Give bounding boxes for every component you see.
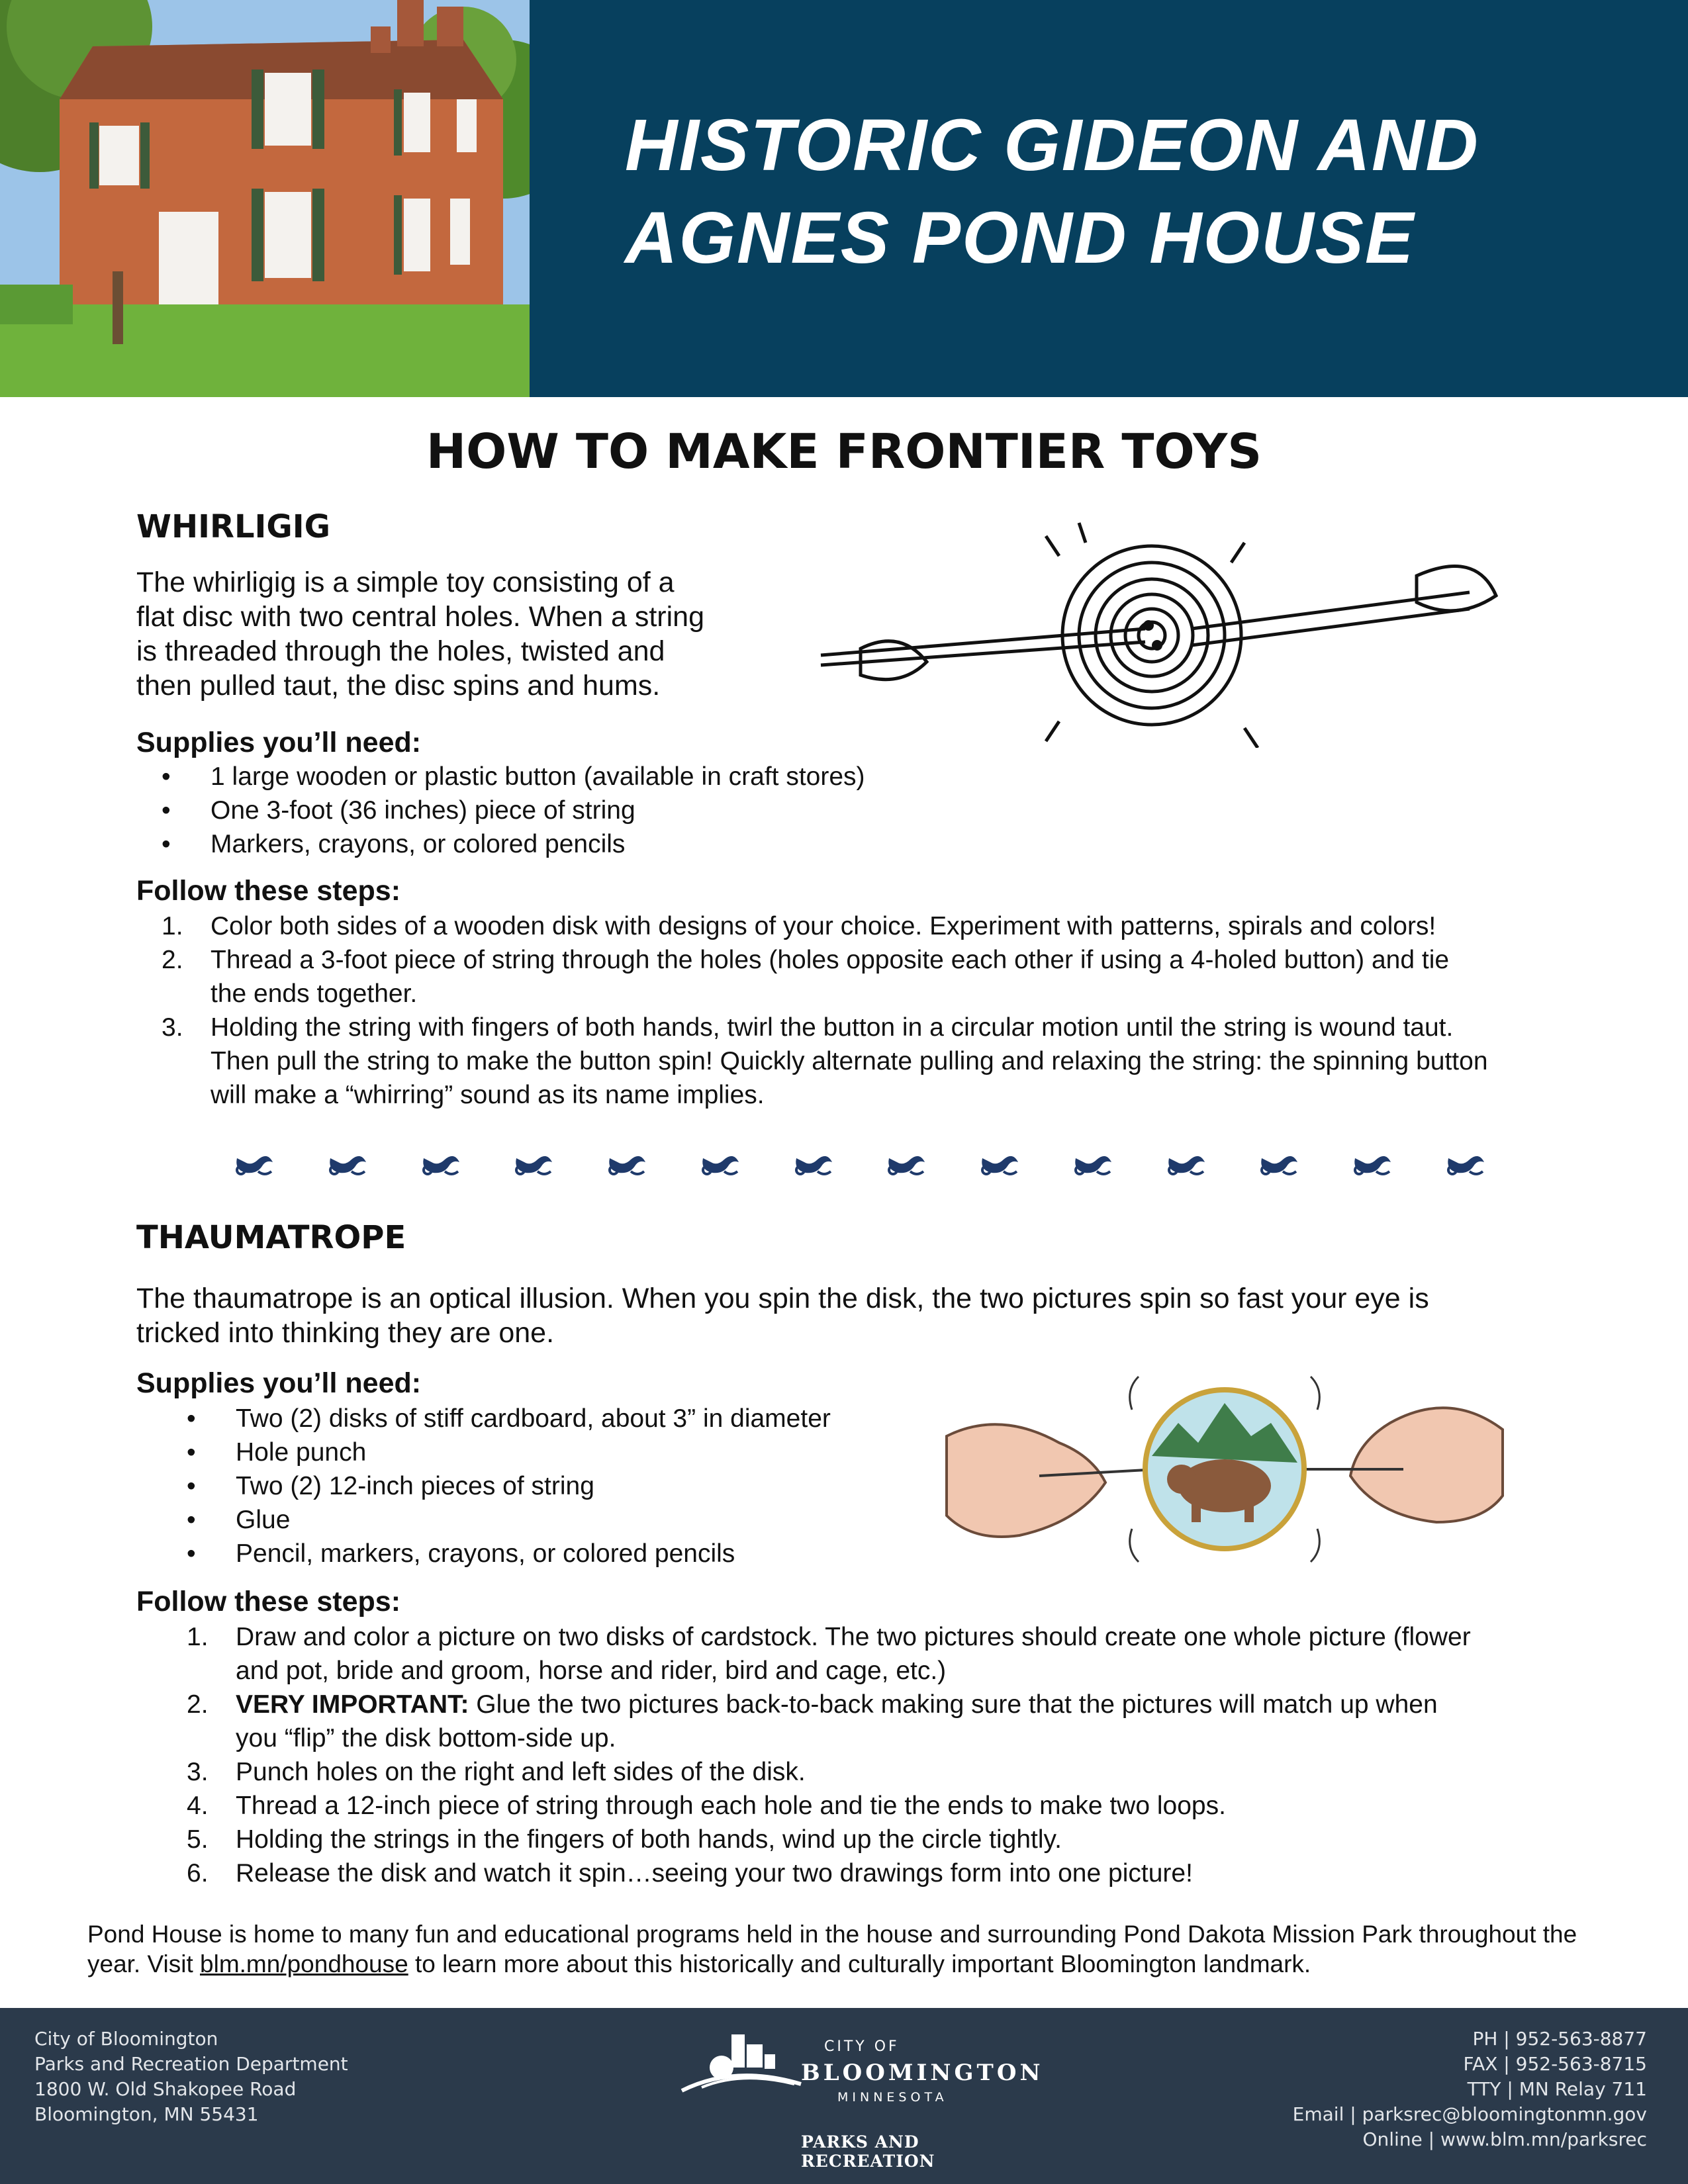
step-line: the ends together. [211, 979, 418, 1008]
bullet-icon: • [187, 1539, 196, 1568]
fleuron-icon [1256, 1145, 1303, 1185]
fleuron-icon [1070, 1145, 1117, 1185]
footer-email[interactable]: Email | parksrec@bloomingtonmn.gov [1292, 2103, 1647, 2125]
step-line: Color both sides of a wooden disk with designs of your choice. Experiment with patterns, spirals and colors! [211, 912, 1436, 940]
intro-line: The whirligig is a simple toy consisting of a [136, 567, 675, 598]
footer-line: 1800 W. Old Shakopee Road [34, 2078, 297, 2100]
list-item [187, 1402, 964, 1435]
step-number: 3. [162, 1013, 183, 1042]
step-number: 1. [187, 1623, 209, 1651]
thaumatrope-steps-list [187, 1620, 1613, 1890]
supply-text: Two (2) 12-inch pieces of string [236, 1472, 594, 1500]
step-line: Punch holes on the right and left sides of the disk. [236, 1758, 806, 1786]
fleuron-icon [418, 1145, 465, 1185]
list-item [187, 1469, 964, 1503]
footer [0, 2008, 1688, 2184]
city-skyline-icon [675, 2028, 808, 2120]
pond-house-photo [0, 0, 530, 397]
step-number: 6. [187, 1859, 209, 1888]
intro-line: The thaumatrope is an optical illusion. When you spin the disk, the two pictures spin so fast your eye is [136, 1283, 1429, 1314]
whirligig-steps-list [162, 909, 1601, 1112]
footer-line: Bloomington, MN 55431 [34, 2103, 259, 2125]
step-line: Holding the string with fingers of both hands, twirl the button in a circular motion until the string is wound taut. [211, 1013, 1454, 1042]
thaumatrope-illustration [940, 1357, 1509, 1582]
step-line: Draw and color a picture on two disks of cardstock. The two pictures should create one whole picture (flower [236, 1623, 1471, 1651]
fleuron-icon [232, 1145, 278, 1185]
list-item [187, 1823, 1613, 1856]
list-item [162, 909, 1601, 943]
site-title [625, 99, 1658, 285]
step-number: 2. [162, 946, 183, 974]
whirligig-supplies-list [162, 760, 1203, 861]
bullet-icon: • [187, 1438, 196, 1467]
bullet-icon: • [162, 830, 171, 858]
fleuron-icon [884, 1145, 930, 1185]
list-item [187, 1789, 1613, 1823]
bullet-icon: • [162, 762, 171, 791]
intro-line: is threaded through the holes, twisted and [136, 635, 665, 667]
footer-contact [1293, 2026, 1647, 2152]
list-item [187, 1537, 964, 1570]
footer-phone: PH | 952-563-8877 [1472, 2028, 1647, 2050]
logo-minnesota: MINNESOTA [837, 2090, 948, 2105]
list-item [162, 943, 1601, 1011]
document-title: HOW TO MAKE FRONTIER TOYS [426, 424, 1262, 479]
logo-city-of: CITY OF [824, 2038, 900, 2055]
fleuron-icon [511, 1145, 557, 1185]
closing-paragraph [87, 1919, 1610, 1979]
step-line: you “flip” the disk bottom-side up. [236, 1724, 616, 1752]
fleuron-icon [604, 1145, 651, 1185]
list-item [187, 1620, 1613, 1688]
supply-text: Two (2) disks of stiff cardboard, about 3” in diameter [236, 1404, 831, 1433]
fleuron-icon [1164, 1145, 1210, 1185]
list-item [162, 827, 1203, 861]
step-number: 3. [187, 1758, 209, 1786]
step-emphasis: VERY IMPORTANT: [236, 1690, 469, 1719]
step-number: 1. [162, 912, 183, 940]
list-item [187, 1755, 1613, 1789]
closing-text: to learn more about this historically and culturally important Bloomington landmark. [408, 1950, 1311, 1978]
closing-text: Pond House is home to many fun and educational programs held in the house and surrounding Pond Dakota Mission Park throughout the year. Visit [87, 1921, 1577, 1978]
footer-fax: FAX | 952-563-8715 [1463, 2053, 1647, 2075]
fleuron-icon [977, 1145, 1023, 1185]
fleuron-icon [1443, 1145, 1489, 1185]
intro-line: then pulled taut, the disc spins and hums. [136, 670, 661, 702]
step-line: and pot, bride and groom, horse and rider, bird and cage, etc.) [236, 1657, 947, 1685]
step-line: Thread a 3-foot piece of string through the holes (holes opposite each other if using a 4-holed button) and tie [211, 946, 1450, 974]
step-line: Holding the strings in the fingers of both hands, wind up the circle tightly. [236, 1825, 1062, 1854]
intro-line: tricked into thinking they are one. [136, 1317, 555, 1349]
whirligig-steps-heading: Follow these steps: [136, 875, 401, 907]
supply-text: Markers, crayons, or colored pencils [211, 830, 626, 858]
fleuron-icon [791, 1145, 837, 1185]
supply-text: Glue [236, 1506, 291, 1534]
intro-line: flat disc with two central holes. When a string [136, 601, 704, 633]
supply-text: 1 large wooden or plastic button (available in craft stores) [211, 762, 865, 791]
list-item [162, 1011, 1601, 1112]
whirligig-heading: WHIRLIGIG [136, 508, 331, 545]
step-number: 4. [187, 1792, 209, 1820]
supply-text: Pencil, markers, crayons, or colored pencils [236, 1539, 735, 1568]
step-number: 5. [187, 1825, 209, 1854]
whirligig-supplies-heading: Supplies you’ll need: [136, 727, 422, 758]
step-text: Glue the two pictures back-to-back making sure that the pictures will match up when [469, 1690, 1438, 1719]
list-item [187, 1856, 1613, 1890]
list-item [187, 1688, 1613, 1755]
header-banner [530, 0, 1688, 397]
thaumatrope-heading: THAUMATROPE [136, 1219, 406, 1256]
footer-online[interactable]: Online | www.blm.mn/parksrec [1362, 2128, 1647, 2150]
list-item [162, 794, 1203, 827]
thaumatrope-intro [136, 1281, 1593, 1350]
step-line: Then pull the string to make the button spin! Quickly alternate pulling and relaxing the string: the spinning button [211, 1047, 1488, 1075]
thaumatrope-supplies-heading: Supplies you’ll need: [136, 1367, 422, 1399]
fleuron-icon [325, 1145, 371, 1185]
step-line [236, 1688, 1613, 1721]
supply-text: One 3-foot (36 inches) piece of string [211, 796, 635, 825]
logo-bloomington: BLOOMINGTON [801, 2060, 1044, 2086]
list-item [187, 1503, 964, 1537]
footer-tty: TTY | MN Relay 711 [1467, 2078, 1647, 2100]
step-line: Release the disk and watch it spin…seeing your two drawings form into one picture! [236, 1859, 1193, 1888]
site-title-line2: AGNES POND HOUSE [625, 197, 1415, 279]
fleuron-icon [698, 1145, 744, 1185]
step-line: will make a “whirring” sound as its name implies. [211, 1081, 765, 1109]
supply-text: Hole punch [236, 1438, 367, 1467]
logo-parks-dept: PARKS AND RECREATION [801, 2132, 935, 2171]
thaumatrope-steps-heading: Follow these steps: [136, 1586, 401, 1617]
site-title-line1: HISTORIC GIDEON AND [625, 105, 1479, 186]
bullet-icon: • [187, 1506, 196, 1534]
whirligig-intro [136, 565, 772, 703]
list-item [162, 760, 1203, 794]
bullet-icon: • [187, 1472, 196, 1500]
step-line: Thread a 12-inch piece of string through each hole and tie the ends to make two loops. [236, 1792, 1226, 1820]
ornament-divider [232, 1145, 1489, 1191]
bullet-icon: • [187, 1404, 196, 1433]
list-item [187, 1435, 964, 1469]
footer-line: City of Bloomington [34, 2028, 218, 2050]
footer-address [34, 2026, 348, 2127]
footer-line: Parks and Recreation Department [34, 2053, 348, 2075]
step-number: 2. [187, 1690, 209, 1719]
thaumatrope-supplies-list [187, 1402, 964, 1570]
pondhouse-link[interactable]: blm.mn/pondhouse [200, 1950, 408, 1978]
whirligig-illustration [781, 516, 1562, 748]
bloomington-logo [675, 2021, 1046, 2173]
bullet-icon: • [162, 796, 171, 825]
fleuron-icon [1350, 1145, 1396, 1185]
